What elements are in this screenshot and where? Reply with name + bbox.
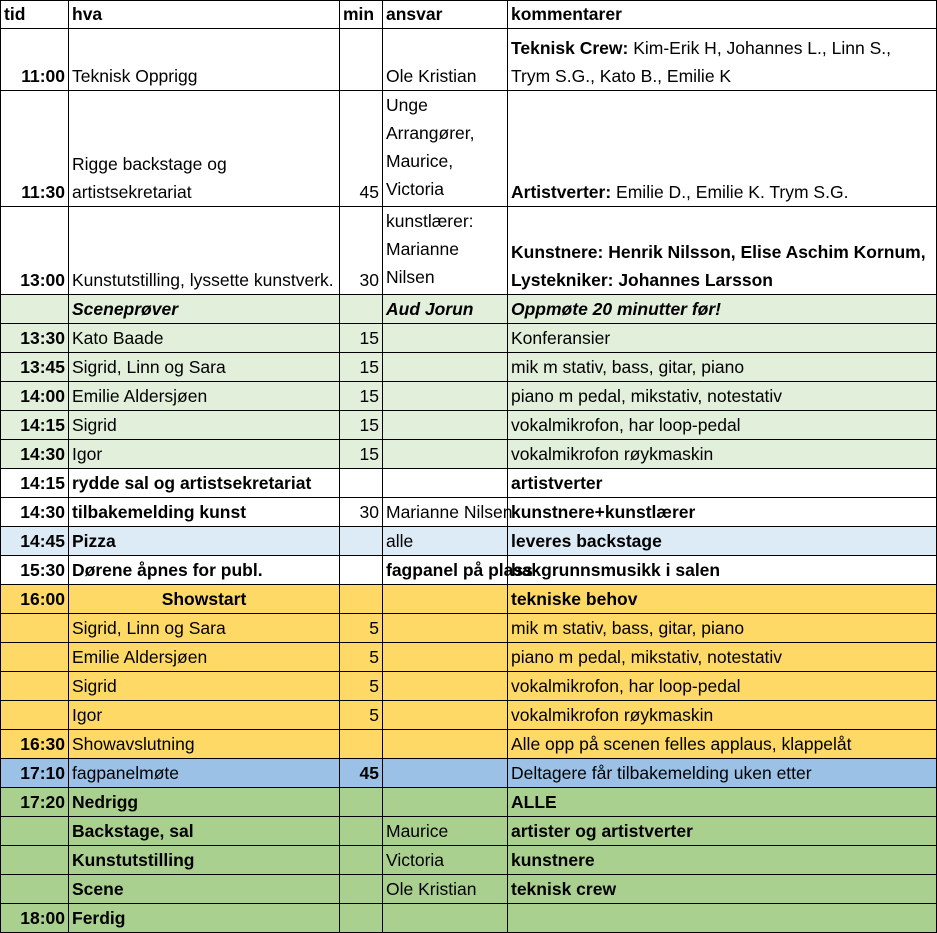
- responsible-cell: kunstlærer: Marianne Nilsen: [383, 207, 508, 295]
- minutes-cell: [340, 875, 383, 904]
- activity-cell: Nedrigg: [69, 788, 340, 817]
- table-row: [1, 498, 937, 527]
- minutes-cell: [340, 527, 383, 556]
- responsible-cell: Victoria: [383, 846, 508, 875]
- minutes-cell: [340, 469, 383, 498]
- minutes-cell: [340, 788, 383, 817]
- comment-label: Teknisk Crew:: [511, 38, 629, 58]
- responsible-cell: Marianne Nilsen: [383, 498, 508, 527]
- minutes-cell: [340, 295, 383, 324]
- comment-cell: piano m pedal, mikstativ, notestativ: [508, 643, 937, 672]
- minutes-cell: [340, 846, 383, 875]
- responsible-cell: [383, 701, 508, 730]
- activity-cell: Teknisk Opprigg: [69, 29, 340, 91]
- comment-cell: vokalmikrofon, har loop-pedal: [508, 672, 937, 701]
- responsible-cell: [383, 585, 508, 614]
- activity-cell: Kunstutstilling, lyssette kunstverk.: [69, 207, 340, 295]
- activity-cell: Backstage, sal: [69, 817, 340, 846]
- activity-cell: rydde sal og artistsekretariat: [69, 469, 340, 498]
- header-kommentarer: kommentarer: [508, 1, 937, 29]
- comment-cell: Kunstnere: Henrik Nilsson, Elise Aschim Kornum, Lystekniker: Johannes Larsson: [508, 207, 937, 295]
- time-cell: 14:00: [1, 382, 69, 411]
- time-cell: 11:00: [1, 29, 69, 91]
- table-row: [1, 788, 937, 817]
- comment-cell: artistverter: [508, 469, 937, 498]
- responsible-cell: [383, 759, 508, 788]
- minutes-cell: [340, 730, 383, 759]
- time-cell: 14:15: [1, 411, 69, 440]
- comment-cell: mik m stativ, bass, gitar, piano: [508, 353, 937, 382]
- responsible-cell: [383, 643, 508, 672]
- responsible-cell: Maurice: [383, 817, 508, 846]
- responsible-cell: [383, 411, 508, 440]
- responsible-cell: Ole Kristian: [383, 875, 508, 904]
- time-cell: 17:10: [1, 759, 69, 788]
- minutes-cell: 45: [340, 759, 383, 788]
- comment-cell: [508, 91, 937, 207]
- comment-cell: vokalmikrofon røykmaskin: [508, 440, 937, 469]
- responsible-cell: fagpanel på plass: [383, 556, 508, 585]
- activity-cell: Rigge backstage og artistsekretariat: [69, 91, 340, 207]
- responsible-cell: [383, 353, 508, 382]
- table-row: [1, 585, 937, 614]
- time-cell: [1, 614, 69, 643]
- table-row: [1, 353, 937, 382]
- comment-cell: Oppmøte 20 minutter før!: [508, 295, 937, 324]
- responsible-cell: alle: [383, 527, 508, 556]
- time-cell: 14:30: [1, 498, 69, 527]
- activity-cell: Pizza: [69, 527, 340, 556]
- responsible-cell: [383, 382, 508, 411]
- time-cell: 14:30: [1, 440, 69, 469]
- comment-cell: artister og artistverter: [508, 817, 937, 846]
- responsible-cell: [383, 730, 508, 759]
- table-row: [1, 846, 937, 875]
- minutes-cell: [340, 904, 383, 933]
- comment-cell: vokalmikrofon røykmaskin: [508, 701, 937, 730]
- table-row: [1, 875, 937, 904]
- activity-cell: Igor: [69, 440, 340, 469]
- minutes-cell: [340, 817, 383, 846]
- minutes-cell: [340, 556, 383, 585]
- table-row: [1, 527, 937, 556]
- activity-cell: tilbakemelding kunst: [69, 498, 340, 527]
- responsible-cell: Ole Kristian: [383, 29, 508, 91]
- comment-cell: [508, 904, 937, 933]
- time-cell: 13:00: [1, 207, 69, 295]
- comment-cell: [508, 29, 937, 91]
- table-row: [1, 614, 937, 643]
- activity-cell: Kunstutstilling: [69, 846, 340, 875]
- comment-cell: Deltagere får tilbakemelding uken etter: [508, 759, 937, 788]
- time-cell: 14:45: [1, 527, 69, 556]
- responsible-cell: [383, 440, 508, 469]
- activity-cell: Sceneprøver: [69, 295, 340, 324]
- table-row: [1, 207, 937, 295]
- comment-cell: kunstnere: [508, 846, 937, 875]
- minutes-cell: [340, 585, 383, 614]
- table-row: [1, 730, 937, 759]
- table-row: [1, 643, 937, 672]
- time-cell: [1, 701, 69, 730]
- comment-cell: mik m stativ, bass, gitar, piano: [508, 614, 937, 643]
- table-row: [1, 672, 937, 701]
- activity-cell: Sigrid, Linn og Sara: [69, 614, 340, 643]
- time-cell: 11:30: [1, 91, 69, 207]
- time-cell: 15:30: [1, 556, 69, 585]
- time-cell: [1, 672, 69, 701]
- activity-cell: Ferdig: [69, 904, 340, 933]
- responsible-cell: [383, 672, 508, 701]
- comment-cell: Konferansier: [508, 324, 937, 353]
- minutes-cell: [340, 29, 383, 91]
- minutes-cell: 30: [340, 498, 383, 527]
- table-row: [1, 295, 937, 324]
- comment-label: Artistverter:: [511, 182, 612, 202]
- activity-cell: Sigrid: [69, 411, 340, 440]
- header-hva: hva: [69, 1, 340, 29]
- time-cell: 13:45: [1, 353, 69, 382]
- responsible-cell: [383, 788, 508, 817]
- comment-cell: teknisk crew: [508, 875, 937, 904]
- comment-cell: kunstnere+kunstlærer: [508, 498, 937, 527]
- activity-cell: Showstart: [69, 585, 340, 614]
- responsible-cell: Aud Jorun: [383, 295, 508, 324]
- comment-cell: tekniske behov: [508, 585, 937, 614]
- minutes-cell: 30: [340, 207, 383, 295]
- table-row: [1, 382, 937, 411]
- table-row: [1, 411, 937, 440]
- comment-cell: Alle opp på scenen felles applaus, klappelåt: [508, 730, 937, 759]
- minutes-cell: 15: [340, 440, 383, 469]
- activity-cell: fagpanelmøte: [69, 759, 340, 788]
- minutes-cell: 15: [340, 411, 383, 440]
- responsible-cell: [383, 614, 508, 643]
- activity-cell: Sigrid: [69, 672, 340, 701]
- time-cell: [1, 295, 69, 324]
- activity-cell: Kato Baade: [69, 324, 340, 353]
- comment-cell: bakgrunnsmusikk i salen: [508, 556, 937, 585]
- time-cell: 13:30: [1, 324, 69, 353]
- time-cell: 18:00: [1, 904, 69, 933]
- time-cell: [1, 875, 69, 904]
- time-cell: [1, 817, 69, 846]
- minutes-cell: 15: [340, 324, 383, 353]
- time-cell: 16:00: [1, 585, 69, 614]
- table-row: [1, 556, 937, 585]
- table-row: [1, 904, 937, 933]
- activity-cell: Igor: [69, 701, 340, 730]
- table-row: [1, 29, 937, 91]
- activity-cell: Emilie Aldersjøen: [69, 643, 340, 672]
- minutes-cell: 5: [340, 643, 383, 672]
- responsible-cell: [383, 904, 508, 933]
- minutes-cell: 45: [340, 91, 383, 207]
- time-cell: 14:15: [1, 469, 69, 498]
- comment-text: Emilie D., Emilie K. Trym S.G.: [611, 182, 849, 202]
- activity-cell: Showavslutning: [69, 730, 340, 759]
- responsible-cell: [383, 324, 508, 353]
- table-row: [1, 440, 937, 469]
- time-cell: [1, 643, 69, 672]
- minutes-cell: 15: [340, 382, 383, 411]
- comment-text: Kim-Erik H, Johannes L., Linn S., Trym S.G., Kato B., Emilie K: [511, 38, 891, 86]
- time-cell: [1, 846, 69, 875]
- table-row: [1, 759, 937, 788]
- comment-cell: ALLE: [508, 788, 937, 817]
- header-min: min: [340, 1, 383, 29]
- activity-cell: Scene: [69, 875, 340, 904]
- table-row: [1, 91, 937, 207]
- responsible-cell: [383, 469, 508, 498]
- comment-cell: vokalmikrofon, har loop-pedal: [508, 411, 937, 440]
- activity-cell: Dørene åpnes for publ.: [69, 556, 340, 585]
- activity-cell: Sigrid, Linn og Sara: [69, 353, 340, 382]
- minutes-cell: 5: [340, 614, 383, 643]
- time-cell: 16:30: [1, 730, 69, 759]
- minutes-cell: 5: [340, 672, 383, 701]
- table-row: [1, 701, 937, 730]
- table-row: [1, 817, 937, 846]
- minutes-cell: 5: [340, 701, 383, 730]
- activity-cell: Emilie Aldersjøen: [69, 382, 340, 411]
- minutes-cell: 15: [340, 353, 383, 382]
- comment-cell: leveres backstage: [508, 527, 937, 556]
- header-row: [1, 1, 937, 29]
- header-tid: tid: [1, 1, 69, 29]
- table-row: [1, 469, 937, 498]
- header-ansvar: ansvar: [383, 1, 508, 29]
- responsible-cell: Unge Arrangører, Maurice, Victoria: [383, 91, 508, 207]
- comment-cell: piano m pedal, mikstativ, notestativ: [508, 382, 937, 411]
- time-cell: 17:20: [1, 788, 69, 817]
- table-row: [1, 324, 937, 353]
